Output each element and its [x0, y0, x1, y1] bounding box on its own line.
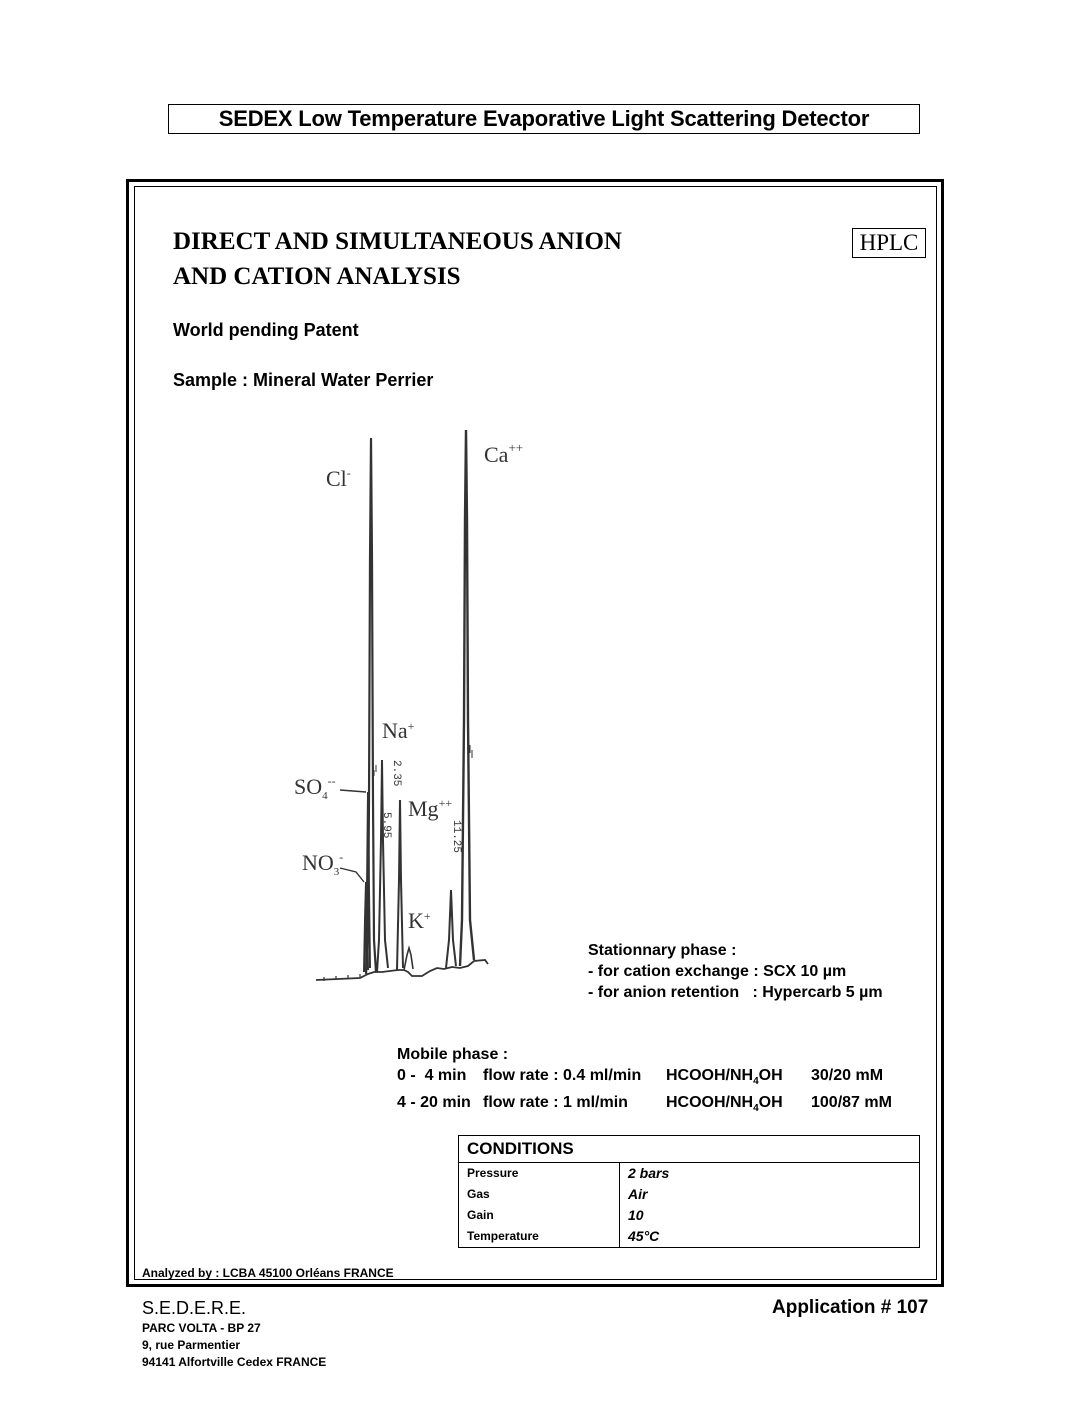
- application-number: Application # 107: [772, 1297, 929, 1318]
- condition-param-gain: Gain: [459, 1205, 620, 1226]
- calcium-peak: [460, 430, 474, 966]
- mobile-phase-block: [397, 1044, 892, 1119]
- sample-description: Sample : Mineral Water Perrier: [173, 370, 434, 390]
- title-line-2: AND CATION ANALYSIS: [173, 263, 461, 290]
- condition-value-pressure: 2 bars: [628, 1165, 670, 1181]
- mobile-row2-time: 4 - 20 min: [397, 1094, 471, 1112]
- small-peak-11: [446, 890, 456, 968]
- mobile-phase-row-2: [397, 1092, 892, 1119]
- stationary-phase-heading: Stationnary phase :: [588, 942, 737, 959]
- stationary-phase-block: [588, 940, 883, 1003]
- address-line-3: 94141 Alfortville Cedex FRANCE: [142, 1355, 327, 1369]
- mobile-phase-heading: Mobile phase :: [397, 1046, 509, 1063]
- hplc-badge: HPLC: [852, 228, 926, 258]
- stationary-phase-line-1: - for cation exchange : SCX 10 µm: [588, 963, 847, 980]
- potassium-label: K+: [408, 908, 431, 933]
- chloride-label: Cl-: [326, 466, 351, 491]
- conditions-row: [459, 1184, 919, 1205]
- condition-value-gas: Air: [628, 1186, 648, 1202]
- address-line-1: PARC VOLTA - BP 27: [142, 1321, 261, 1335]
- mobile-phase-row-1: [397, 1065, 892, 1092]
- mobile-row1-eluent: HCOOH/$NH_4OH$: [666, 1067, 783, 1088]
- conditions-row: [459, 1226, 919, 1247]
- mobile-row2-eluent: HCOOH/$NH_4OH$: [666, 1094, 783, 1115]
- sodium-peak: [377, 760, 388, 972]
- retention-label-2.35: 2.35: [390, 760, 402, 787]
- mobile-row1-flow: flow rate : 0.4 ml/min: [483, 1067, 642, 1084]
- conditions-heading: CONDITIONS: [459, 1136, 919, 1163]
- patent-note: World pending Patent: [173, 320, 359, 340]
- analyzed-by-note: Analyzed by : LCBA 45100 Orléans FRANCE: [142, 1266, 394, 1280]
- retention-label-11.25: 11.25: [450, 820, 462, 854]
- nitrate-label: $NO_3^-$: [302, 850, 344, 878]
- chromatogram-figure: [280, 420, 530, 990]
- company-address: [142, 1320, 326, 1371]
- condition-value-temperature: 45°C: [628, 1228, 660, 1244]
- sulfate-label: $SO_4^{--}$: [294, 774, 336, 802]
- nitrate-leader: [340, 868, 364, 882]
- condition-param-temperature: Temperature: [459, 1226, 620, 1247]
- company-name: S.E.D.E.R.E.: [142, 1298, 247, 1318]
- title-line-1: DIRECT AND SIMULTANEOUS ANION: [173, 228, 622, 255]
- sodium-label: Na+: [382, 718, 415, 743]
- mobile-row1-time: 0 - 4 min: [397, 1067, 467, 1084]
- conditions-row: [459, 1163, 919, 1184]
- retention-label-5.95: 5.95: [380, 812, 392, 839]
- condition-value-gain: 10: [628, 1207, 644, 1223]
- address-line-2: 9, rue Parmentier: [142, 1338, 241, 1352]
- condition-param-pressure: Pressure: [459, 1163, 620, 1184]
- dotted-marks: [374, 745, 472, 776]
- conditions-row: [459, 1205, 919, 1226]
- magnesium-label: Mg++: [408, 796, 453, 821]
- detector-banner: SEDEX Low Temperature Evaporative Light Scattering Detector: [168, 104, 920, 134]
- sulfate-leader: [340, 790, 366, 792]
- stationary-phase-line-2: - for anion retention : Hypercarb 5 µm: [588, 984, 883, 1001]
- mobile-row2-concentration: 100/87 mM: [811, 1094, 892, 1112]
- calcium-label: Ca++: [484, 440, 524, 467]
- condition-param-gas: Gas: [459, 1184, 620, 1205]
- mobile-row2-flow: flow rate : 1 ml/min: [483, 1094, 628, 1112]
- mobile-row1-concentration: 30/20 mM: [811, 1067, 884, 1084]
- potassium-peak: [404, 948, 413, 970]
- conditions-table: [458, 1135, 920, 1248]
- magnesium-peak: [397, 800, 403, 970]
